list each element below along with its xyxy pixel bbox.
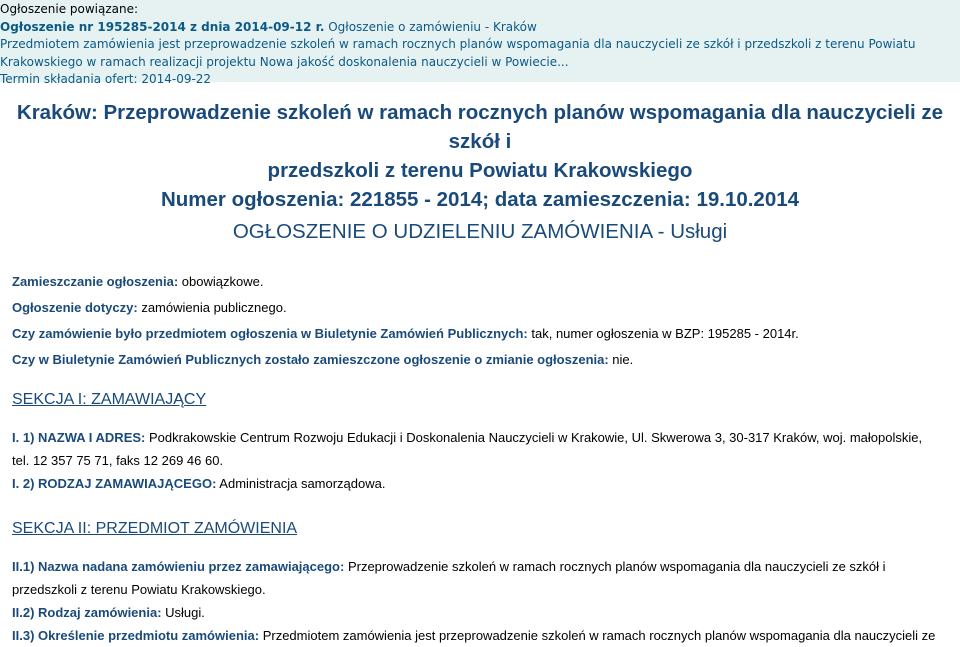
page-title [12, 98, 948, 214]
address-value: Podkrakowskie Centrum Rozwoju Edukacji i Doskonalenia Nauczycieli w Krakowie, Ul. Skwerowa 3, 30-317 Kraków, woj. małopolskie, [145, 430, 923, 445]
address-label: I. 1) NAZWA I ADRES: [12, 430, 146, 445]
order-name-row [12, 555, 948, 578]
order-desc-value: Przedmiotem zamówienia jest przeprowadzenie szkoleń w ramach rocznych planów wspomagania dla nauczycieli ze [259, 628, 936, 643]
info-row [12, 353, 948, 366]
related-notice-deadline: Termin składania ofert: 2014-09-22 [0, 72, 212, 86]
order-desc-row [12, 624, 948, 647]
info-row [12, 327, 948, 340]
info-value: tak, numer ogłoszenia w BZP: 195285 - 2014r. [527, 326, 799, 341]
info-value: nie. [608, 352, 634, 367]
related-notice-line [0, 19, 960, 37]
section-1-title: SEKCJA I: ZAMAWIAJĄCY [12, 391, 207, 408]
section-2-body [12, 555, 948, 647]
related-notice-header: Ogłoszenie powiązane: [0, 2, 139, 16]
address-row [12, 426, 948, 449]
section-1-body [12, 426, 948, 495]
info-label: Czy zamówienie było przedmiotem ogłoszenia w Biuletynie Zamówień Publicznych: [12, 326, 528, 341]
order-kind-row [12, 601, 948, 624]
info-row [12, 275, 948, 288]
notice-number-line: Numer ogłoszenia: 221855 - 2014; data zamieszczenia: 19.10.2014 [160, 188, 800, 211]
order-name-cont: przedszkoli z terenu Powiatu Krakowskiego. [12, 582, 266, 597]
notice-info [12, 275, 948, 366]
address-contact: tel. 12 357 75 71, faks 12 269 46 60. [12, 453, 224, 468]
order-name-label: II.1) Nazwa nadana zamówieniu przez zamawiającego: [12, 559, 345, 574]
title-line-1: Kraków: Przeprowadzenie szkoleń w ramach rocznych planów wspomagania dla nauczycieli ze szkół i [16, 101, 944, 153]
notice-type-heading: OGŁOSZENIE O UDZIELENIU ZAMÓWIENIA - Usługi [232, 220, 728, 243]
info-value: obowiązkowe. [178, 274, 264, 289]
title-line-2: przedszkoli z terenu Powiatu Krakowskiego [267, 159, 693, 182]
info-label: Ogłoszenie dotyczy: [12, 300, 138, 315]
related-notice-link[interactable]: Ogłoszenie nr 195285-2014 z dnia 2014-09-12 r. [0, 19, 325, 34]
related-notice-description: Przedmiotem zamówienia jest przeprowadzenie szkoleń w ramach rocznych planów wspomagania dla nauczycieli ze szkół i przedszkoli z terenu Powiatu Krakowskiego w ramach realizacji projektu Nowa jakość doskonalenia nauczycieli w Powiecie... [0, 37, 916, 69]
order-kind-value: Usługi. [161, 605, 205, 620]
contracting-type-label: I. 2) RODZAJ ZAMAWIAJĄCEGO: [12, 476, 217, 491]
related-notice-type: Ogłoszenie o zamówieniu - Kraków [328, 19, 537, 34]
contracting-type-row [12, 472, 948, 495]
order-desc-label: II.3) Określenie przedmiotu zamówienia: [12, 628, 260, 643]
info-row [12, 301, 948, 314]
notice-content [0, 98, 960, 647]
info-label: Czy w Biuletynie Zamówień Publicznych zostało zamieszczone ogłoszenie o zmianie ogłoszenia: [12, 352, 609, 367]
order-name-value: Przeprowadzenie szkoleń w ramach rocznych planów wspomagania dla nauczycieli ze szkół i [344, 559, 886, 574]
info-value: zamówienia publicznego. [137, 300, 287, 315]
related-notice-box [0, 0, 960, 86]
order-kind-label: II.2) Rodzaj zamówienia: [12, 605, 162, 620]
info-label: Zamieszczanie ogłoszenia: [12, 274, 179, 289]
section-2-title: SEKCJA II: PRZEDMIOT ZAMÓWIENIA [12, 520, 298, 537]
contracting-type-value: Administracja samorządowa. [216, 476, 386, 491]
